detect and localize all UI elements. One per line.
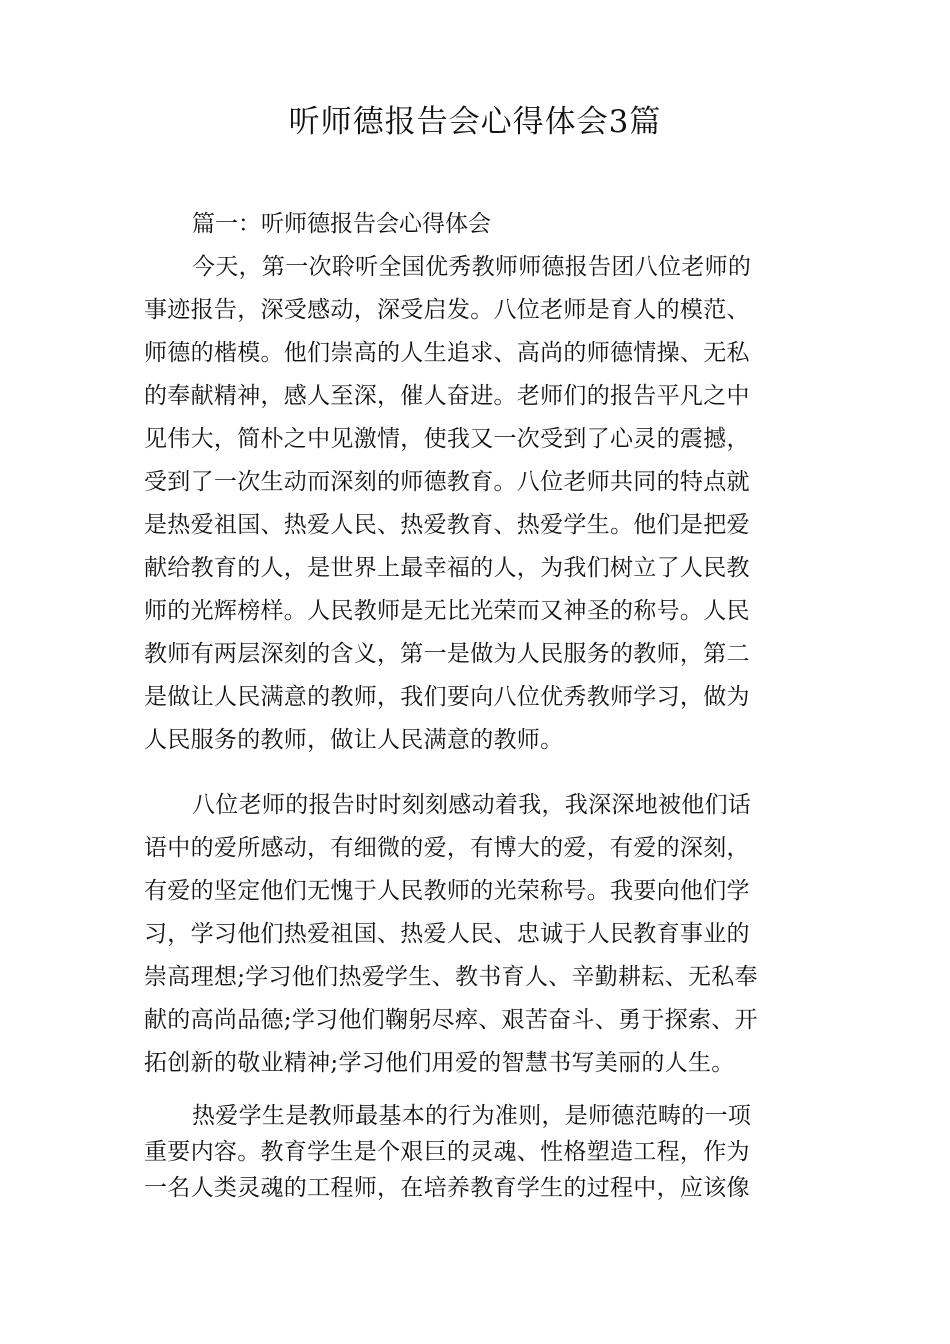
paragraph-line: 一名人类灵魂的工程师，在培养教育学生的过程中，应该像 — [144, 1175, 750, 1201]
paragraph-line: 受到了一次生动而深刻的师德教育。八位老师共同的特点就 — [144, 469, 750, 495]
paragraph-line: 是热爱祖国、热爱人民、热爱教育、热爱学生。他们是把爱 — [144, 512, 750, 538]
paragraph-line: 献给教育的人，是世界上最幸福的人，为我们树立了人民教 — [144, 555, 750, 581]
paragraph-line: 教师有两层深刻的含义，第一是做为人民服务的教师，第二 — [144, 641, 750, 667]
paragraph-line: 有爱的坚定他们无愧于人民教师的光荣称号。我要向他们学 — [144, 878, 750, 904]
paragraph-line: 是做让人民满意的教师，我们要向八位优秀教师学习，做为 — [144, 684, 750, 710]
document-title: 听师德报告会心得体会3篇 — [288, 104, 662, 140]
paragraph-2 — [144, 784, 816, 1085]
paragraph-line: 的奉献精神，感人至深，催人奋进。老师们的报告平凡之中 — [144, 383, 750, 409]
paragraph-line: 献的高尚品德;学习他们鞠躬尽瘁、艰苦奋斗、勇于探索、开 — [144, 1007, 758, 1033]
paragraph-line: 习，学习他们热爱祖国、热爱人民、忠诚于人民教育事业的 — [144, 921, 750, 947]
paragraph-line: 事迹报告，深受感动，深受启发。八位老师是育人的模范、 — [144, 297, 750, 323]
paragraph-line: 今天，第一次聆听全国优秀教师师德报告团八位老师的 — [192, 254, 752, 280]
section-heading: 篇一：听师德报告会心得体会 — [192, 211, 491, 237]
paragraph-line: 重要内容。教育学生是个艰巨的灵魂、性格塑造工程，作为 — [144, 1139, 750, 1165]
paragraph-line: 语中的爱所感动，有细微的爱，有博大的爱，有爱的深刻， — [144, 835, 750, 861]
paragraph-line: 崇高理想;学习他们热爱学生、教书育人、辛勤耕耘、无私奉 — [144, 964, 758, 990]
paragraph-line: 师的光辉榜样。人民教师是无比光荣而又神圣的称号。人民 — [144, 598, 750, 624]
paragraph-line: 拓创新的敬业精神;学习他们用爱的智慧书写美丽的人生。 — [144, 1050, 735, 1076]
paragraph-line: 热爱学生是教师最基本的行为准则，是师德范畴的一项 — [192, 1103, 752, 1129]
paragraph-line: 师德的楷模。他们崇高的人生追求、高尚的师德情操、无私 — [144, 340, 750, 366]
paragraph-line: 八位老师的报告时时刻刻感动着我，我深深地被他们话 — [192, 792, 752, 818]
paragraph-line: 见伟大，简朴之中见激情，使我又一次受到了心灵的震撼， — [144, 426, 750, 452]
paragraph-1 — [144, 246, 816, 762]
paragraph-line: 人民服务的教师，做让人民满意的教师。 — [144, 727, 564, 753]
paragraph-3 — [144, 1098, 816, 1206]
